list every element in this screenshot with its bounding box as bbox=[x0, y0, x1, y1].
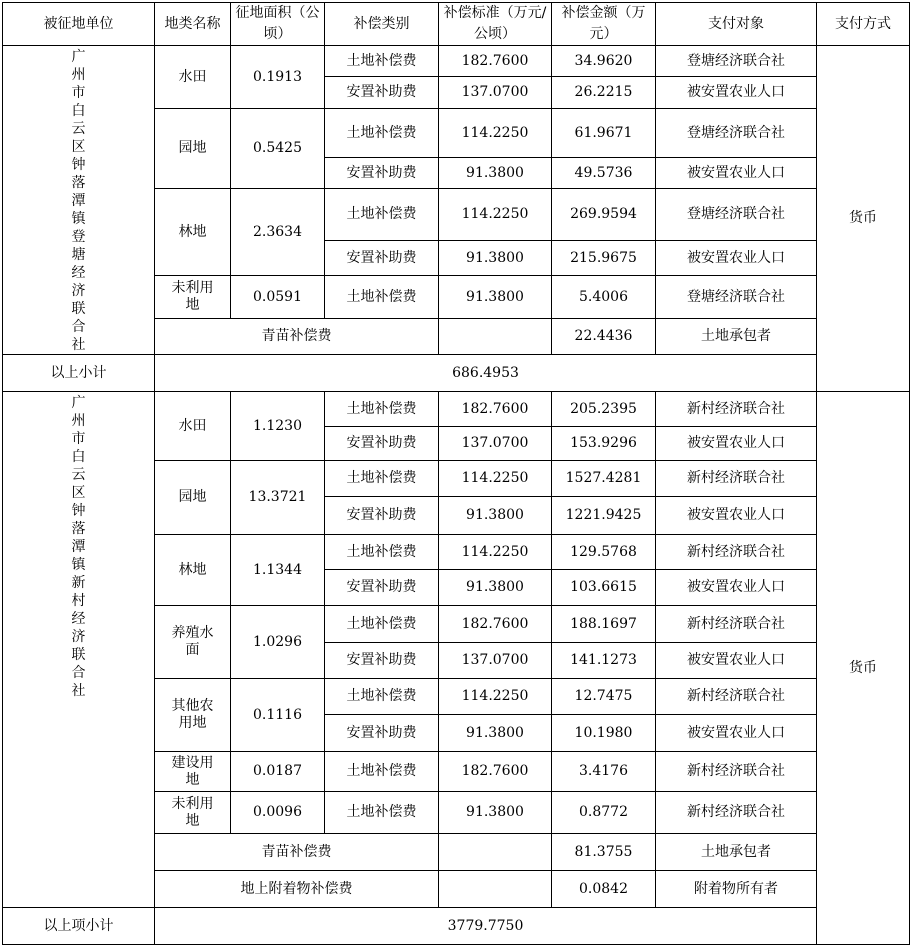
land-type: 养殖水面 bbox=[155, 606, 231, 679]
extra-standard-empty bbox=[439, 319, 552, 355]
comp-amount: 3.4176 bbox=[552, 752, 656, 792]
comp-amount: 188.1697 bbox=[552, 606, 656, 643]
header-payee: 支付对象 bbox=[656, 3, 817, 46]
comp-type: 土地补偿费 bbox=[325, 392, 439, 427]
payment-method: 货币 bbox=[817, 46, 910, 392]
payee: 新村经济联合社 bbox=[656, 679, 817, 715]
payee: 被安置农业人口 bbox=[656, 158, 817, 189]
comp-standard: 114.2250 bbox=[439, 461, 552, 497]
comp-type: 安置补助费 bbox=[325, 570, 439, 606]
comp-amount: 5.4006 bbox=[552, 276, 656, 319]
extra-label: 地上附着物补偿费 bbox=[155, 871, 439, 908]
payee: 被安置农业人口 bbox=[656, 715, 817, 752]
comp-type: 安置补助费 bbox=[325, 158, 439, 189]
unit-name-text: 广州市白云区钟落潭镇新村经济联合社 bbox=[71, 395, 86, 699]
land-type: 建设用地 bbox=[155, 752, 231, 792]
header-amount: 补偿金额（万元） bbox=[552, 3, 656, 46]
header-unit: 被征地单位 bbox=[3, 3, 155, 46]
land-area: 1.1344 bbox=[231, 535, 325, 606]
payee: 被安置农业人口 bbox=[656, 241, 817, 276]
subtotal-row bbox=[3, 355, 910, 392]
comp-type: 土地补偿费 bbox=[325, 535, 439, 570]
comp-amount: 34.9620 bbox=[552, 46, 656, 77]
comp-standard: 91.3800 bbox=[439, 570, 552, 606]
comp-amount: 129.5768 bbox=[552, 535, 656, 570]
comp-type: 土地补偿费 bbox=[325, 752, 439, 792]
comp-standard: 137.0700 bbox=[439, 77, 552, 109]
extra-payee: 附着物所有者 bbox=[656, 871, 817, 908]
comp-standard: 137.0700 bbox=[439, 643, 552, 679]
comp-amount: 12.7475 bbox=[552, 679, 656, 715]
extra-payee: 土地承包者 bbox=[656, 834, 817, 871]
extra-payee: 土地承包者 bbox=[656, 319, 817, 355]
extra-amount: 0.0842 bbox=[552, 871, 656, 908]
comp-standard: 91.3800 bbox=[439, 792, 552, 834]
land-type: 园地 bbox=[155, 109, 231, 189]
extra-standard-empty bbox=[439, 834, 552, 871]
comp-standard: 182.7600 bbox=[439, 752, 552, 792]
subtotal-row bbox=[3, 908, 910, 945]
compensation-table bbox=[2, 2, 910, 945]
subtotal-label: 以上项小计 bbox=[3, 908, 155, 945]
land-area: 2.3634 bbox=[231, 189, 325, 276]
comp-standard: 91.3800 bbox=[439, 158, 552, 189]
payee: 新村经济联合社 bbox=[656, 461, 817, 497]
payee: 被安置农业人口 bbox=[656, 77, 817, 109]
land-area: 13.3721 bbox=[231, 461, 325, 535]
extra-amount: 22.4436 bbox=[552, 319, 656, 355]
comp-amount: 215.9675 bbox=[552, 241, 656, 276]
payee: 登塘经济联合社 bbox=[656, 189, 817, 241]
comp-standard: 182.7600 bbox=[439, 606, 552, 643]
payee: 新村经济联合社 bbox=[656, 792, 817, 834]
comp-type: 土地补偿费 bbox=[325, 276, 439, 319]
land-type: 水田 bbox=[155, 46, 231, 109]
land-type: 林地 bbox=[155, 535, 231, 606]
land-type: 林地 bbox=[155, 189, 231, 276]
subtotal-label: 以上小计 bbox=[3, 355, 155, 392]
comp-amount: 269.9594 bbox=[552, 189, 656, 241]
comp-type: 土地补偿费 bbox=[325, 679, 439, 715]
comp-type: 安置补助费 bbox=[325, 715, 439, 752]
header-area: 征地面积（公顷） bbox=[231, 3, 325, 46]
comp-standard: 137.0700 bbox=[439, 427, 552, 461]
payee: 登塘经济联合社 bbox=[656, 109, 817, 158]
comp-standard: 91.3800 bbox=[439, 276, 552, 319]
table-body bbox=[3, 3, 910, 945]
payee: 登塘经济联合社 bbox=[656, 276, 817, 319]
payee: 被安置农业人口 bbox=[656, 570, 817, 606]
land-area: 0.0187 bbox=[231, 752, 325, 792]
comp-type: 土地补偿费 bbox=[325, 46, 439, 77]
payee: 被安置农业人口 bbox=[656, 427, 817, 461]
comp-standard: 91.3800 bbox=[439, 715, 552, 752]
header-land-type: 地类名称 bbox=[155, 3, 231, 46]
land-type: 其他农用地 bbox=[155, 679, 231, 752]
payee: 被安置农业人口 bbox=[656, 643, 817, 679]
comp-amount: 1221.9425 bbox=[552, 497, 656, 535]
extra-amount: 81.3755 bbox=[552, 834, 656, 871]
subtotal-value: 686.4953 bbox=[155, 355, 817, 392]
comp-amount: 61.9671 bbox=[552, 109, 656, 158]
comp-amount: 153.9296 bbox=[552, 427, 656, 461]
land-type: 水田 bbox=[155, 392, 231, 461]
payee: 被安置农业人口 bbox=[656, 497, 817, 535]
comp-standard: 114.2250 bbox=[439, 109, 552, 158]
subtotal-value: 3779.7750 bbox=[155, 908, 817, 945]
comp-standard: 114.2250 bbox=[439, 679, 552, 715]
payee: 登塘经济联合社 bbox=[656, 46, 817, 77]
comp-type: 安置补助费 bbox=[325, 241, 439, 276]
header-standard: 补偿标准（万元/公顷） bbox=[439, 3, 552, 46]
comp-standard: 182.7600 bbox=[439, 392, 552, 427]
comp-type: 土地补偿费 bbox=[325, 792, 439, 834]
comp-amount: 205.2395 bbox=[552, 392, 656, 427]
unit-name bbox=[3, 46, 155, 355]
comp-amount: 1527.4281 bbox=[552, 461, 656, 497]
land-area: 0.5425 bbox=[231, 109, 325, 189]
comp-type: 土地补偿费 bbox=[325, 109, 439, 158]
comp-type: 土地补偿费 bbox=[325, 189, 439, 241]
comp-standard: 91.3800 bbox=[439, 497, 552, 535]
table-row bbox=[3, 392, 910, 427]
header-method: 支付方式 bbox=[817, 3, 910, 46]
header-row bbox=[3, 3, 910, 46]
comp-type: 安置补助费 bbox=[325, 77, 439, 109]
extra-standard-empty bbox=[439, 871, 552, 908]
comp-type: 安置补助费 bbox=[325, 427, 439, 461]
comp-amount: 141.1273 bbox=[552, 643, 656, 679]
payee: 新村经济联合社 bbox=[656, 392, 817, 427]
comp-amount: 26.2215 bbox=[552, 77, 656, 109]
comp-type: 安置补助费 bbox=[325, 643, 439, 679]
land-type: 未利用地 bbox=[155, 792, 231, 834]
payee: 新村经济联合社 bbox=[656, 752, 817, 792]
comp-type: 土地补偿费 bbox=[325, 461, 439, 497]
comp-standard: 91.3800 bbox=[439, 241, 552, 276]
land-type: 园地 bbox=[155, 461, 231, 535]
header-comp-type: 补偿类别 bbox=[325, 3, 439, 46]
unit-name bbox=[3, 392, 155, 908]
comp-standard: 114.2250 bbox=[439, 535, 552, 570]
comp-amount: 49.5736 bbox=[552, 158, 656, 189]
comp-type: 土地补偿费 bbox=[325, 606, 439, 643]
extra-label: 青苗补偿费 bbox=[155, 834, 439, 871]
unit-name-text: 广州市白云区钟落潭镇登塘经济联合社 bbox=[71, 49, 86, 353]
table-row bbox=[3, 46, 910, 77]
land-area: 0.0591 bbox=[231, 276, 325, 319]
land-area: 1.0296 bbox=[231, 606, 325, 679]
extra-label: 青苗补偿费 bbox=[155, 319, 439, 355]
land-area: 0.1116 bbox=[231, 679, 325, 752]
comp-standard: 114.2250 bbox=[439, 189, 552, 241]
comp-amount: 0.8772 bbox=[552, 792, 656, 834]
land-area: 1.1230 bbox=[231, 392, 325, 461]
comp-standard: 182.7600 bbox=[439, 46, 552, 77]
comp-type: 安置补助费 bbox=[325, 497, 439, 535]
payee: 新村经济联合社 bbox=[656, 535, 817, 570]
land-area: 0.1913 bbox=[231, 46, 325, 109]
payment-method: 货币 bbox=[817, 392, 910, 945]
comp-amount: 103.6615 bbox=[552, 570, 656, 606]
land-type: 未利用地 bbox=[155, 276, 231, 319]
payee: 新村经济联合社 bbox=[656, 606, 817, 643]
land-area: 0.0096 bbox=[231, 792, 325, 834]
comp-amount: 10.1980 bbox=[552, 715, 656, 752]
